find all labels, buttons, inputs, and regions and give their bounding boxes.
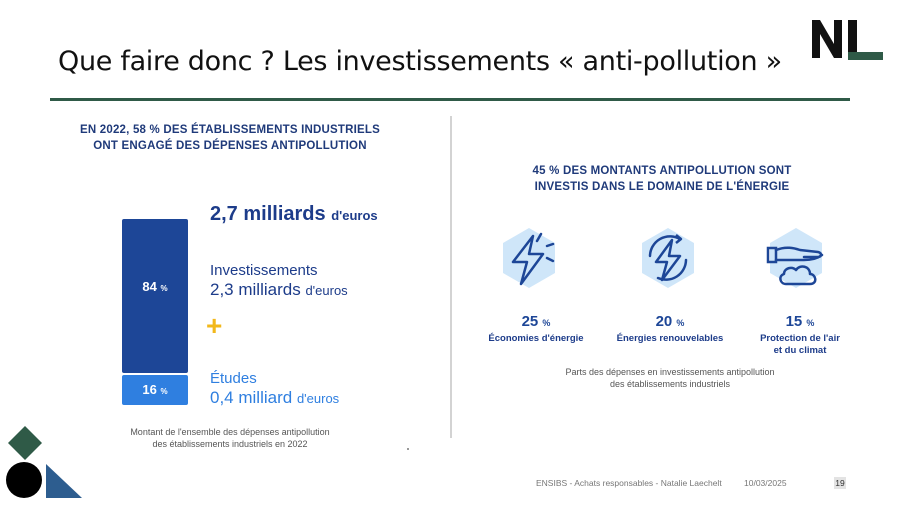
stray-dot [407, 448, 409, 450]
investments-bar-label: 84 % [142, 279, 168, 294]
total-amount: 2,7 milliards d'euros [210, 203, 378, 225]
investments-label: Investissements [210, 262, 318, 279]
air-climate-label: Protection de l'air et du climat [760, 333, 840, 356]
lightning-icon [497, 226, 561, 290]
decorative-shapes [0, 420, 90, 506]
page-number: 19 [835, 478, 845, 488]
studies-amount: 0,4 milliard d'euros [210, 388, 340, 407]
left-panel-heading: EN 2022, 58 % DES ÉTABLISSEMENTS INDUSTRIELS ONT ENGAGÉ DES DÉPENSES ANTIPOLLUTION [80, 124, 380, 152]
right-panel-caption: Parts des dépenses en investissements antipollution des établissements industriels [565, 367, 775, 389]
investments-bar [122, 219, 188, 373]
right-panel-heading: 45 % DES MONTANTS ANTIPOLLUTION SONT INVESTIS DANS LE DOMAINE DE L'ÉNERGIE [532, 165, 792, 193]
slide-title: Que faire donc ? Les investissements « anti-pollution » [58, 46, 782, 77]
title-underline [50, 98, 850, 101]
panel-divider [450, 116, 452, 438]
left-panel-caption: Montant de l'ensemble des dépenses antipollution des établissements industriels en 2022 [130, 427, 330, 449]
energy-savings-label: Économies d'énergie [488, 333, 584, 344]
plus-sign: + [206, 310, 223, 341]
energy-savings-percent: 25 % [521, 313, 551, 330]
footer-text: ENSIBS - Achats responsables - Natalie Laechelt [536, 478, 722, 488]
nl-logo [810, 18, 885, 64]
studies-bar-label: 16 % [142, 382, 168, 397]
air-climate-percent: 15 % [785, 313, 815, 330]
renewable-energy-label: Énergies renouvelables [616, 333, 724, 344]
studies-bar [122, 375, 188, 405]
studies-label: Études [210, 370, 257, 387]
renewable-lightning-icon [636, 226, 700, 290]
hand-cloud-icon [764, 226, 828, 290]
investments-amount: 2,3 milliards d'euros [210, 280, 348, 299]
footer-date: 10/03/2025 [744, 478, 787, 488]
renewable-energy-percent: 20 % [655, 313, 685, 330]
